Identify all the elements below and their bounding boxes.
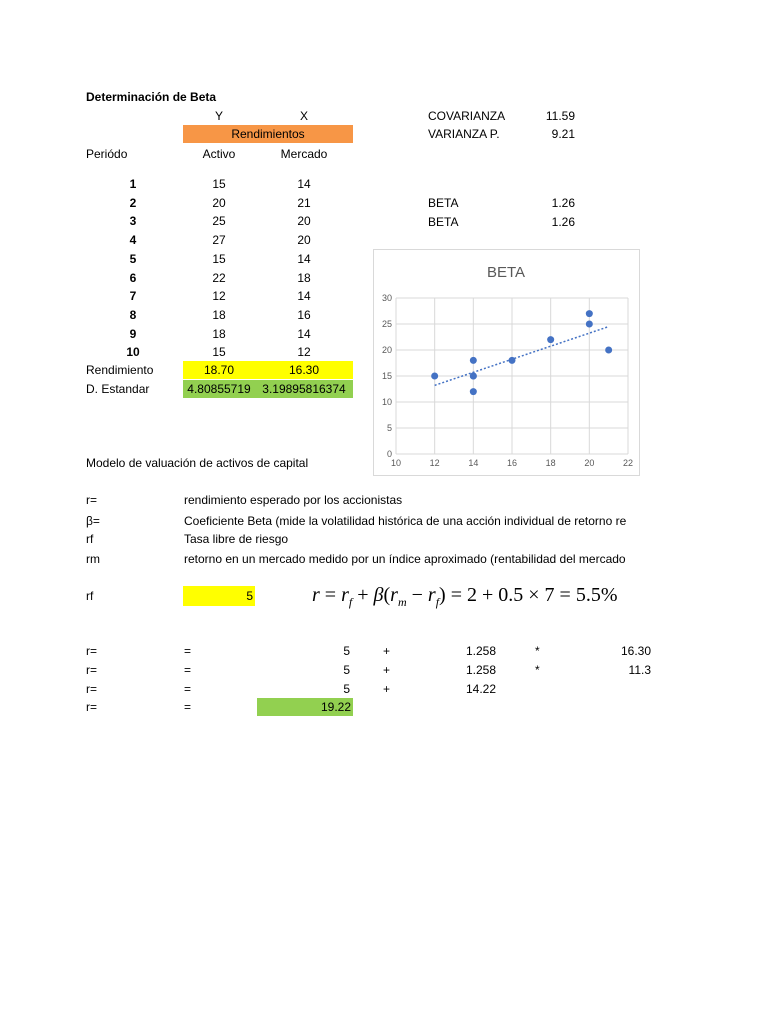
beta-scatter-plot	[374, 250, 639, 475]
mercado-header: Mercado	[280, 147, 328, 161]
calc-plus: +	[383, 663, 391, 677]
def-description: Tasa libre de riesgo	[184, 532, 289, 546]
beta-label-2: BETA	[428, 215, 459, 229]
capm-formula: $r = r_f + \beta(r_m - r_f) = 2 + 0.5 \times 7 = 5.5\%$	[312, 584, 618, 609]
beta-value-1: 1.26	[551, 196, 575, 210]
y-tick-label: 25	[381, 319, 392, 329]
x-tick-label: 10	[390, 458, 402, 468]
calc-plus: +	[383, 682, 391, 696]
period-cell: 7	[129, 289, 137, 303]
rendimiento-activo: 18.70	[183, 361, 255, 379]
data-point	[509, 357, 516, 364]
period-cell: 8	[129, 308, 137, 322]
period-cell: 9	[129, 327, 137, 341]
calc-times: *	[535, 663, 540, 677]
calc-beta	[466, 698, 526, 716]
calc-rm: 16.30	[620, 644, 651, 658]
activo-cell: 15	[212, 345, 226, 359]
x-tick-label: 14	[468, 458, 479, 468]
calc-rm	[595, 698, 651, 716]
rendimiento-label: Rendimiento	[86, 363, 154, 377]
y-tick-label: 15	[381, 371, 392, 381]
calc-beta: 1.258	[466, 644, 497, 658]
data-point	[547, 336, 554, 343]
period-cell: 10	[126, 345, 140, 359]
y-tick-label: 20	[381, 345, 392, 355]
calc-beta: 1.258	[466, 663, 497, 677]
period-cell: 3	[129, 214, 137, 228]
period-cell: 4	[129, 233, 137, 247]
calc-rf: 5	[343, 644, 350, 658]
calc-rm	[595, 680, 651, 698]
calc-r: r=	[86, 663, 98, 677]
def-symbol: β=	[86, 514, 100, 528]
data-point	[431, 373, 438, 380]
calc-equals: =	[184, 682, 192, 696]
activo-cell: 27	[212, 233, 226, 247]
calc-r: r=	[86, 644, 98, 658]
calc-equals: =	[184, 663, 192, 677]
x-tick-label: 18	[545, 458, 556, 468]
rf-label: rf	[86, 589, 94, 603]
period-cell: 5	[129, 252, 137, 266]
def-description: Coeficiente Beta (mide la volatilidad histórica de una acción individual de retorno re	[184, 514, 627, 528]
data-point	[605, 347, 612, 354]
mercado-cell: 14	[297, 252, 311, 266]
varianza-value: 9.21	[551, 127, 575, 141]
activo-cell: 25	[212, 214, 226, 228]
formula-tail: = 2 + 0.5 × 7 = 5.5%	[450, 584, 618, 606]
mercado-cell: 12	[297, 345, 311, 359]
beta-chart[interactable]	[373, 249, 640, 476]
x-header: X	[299, 109, 308, 123]
mercado-cell: 21	[297, 196, 311, 210]
calc-rm: 11.3	[628, 663, 651, 677]
x-tick-label: 16	[506, 458, 518, 468]
mercado-cell: 18	[297, 271, 311, 285]
calc-rf: 5	[343, 682, 350, 696]
data-point	[470, 357, 477, 364]
mercado-cell: 14	[297, 289, 311, 303]
activo-cell: 18	[212, 327, 226, 341]
y-tick-label: 30	[381, 293, 392, 303]
destandar-mercado: 3.19895816374	[255, 380, 353, 398]
mercado-cell: 14	[297, 177, 311, 191]
calc-beta: 14.22	[466, 682, 497, 696]
periodo-header: Periódo	[86, 147, 128, 161]
rf-value: 5	[183, 586, 255, 606]
destandar-activo: 4.80855719	[183, 380, 255, 398]
def-description: retorno en un mercado medido por un índice aproximado (rentabilidad del mercado	[184, 552, 626, 566]
rendimientos-header: Rendimientos	[183, 125, 353, 143]
activo-cell: 22	[212, 271, 226, 285]
y-tick-label: 5	[386, 423, 392, 433]
mercado-cell: 20	[297, 214, 311, 228]
calc-equals: =	[184, 700, 192, 714]
y-tick-label: 0	[386, 449, 392, 459]
data-point	[586, 321, 593, 328]
calc-times	[535, 680, 555, 698]
covarianza-value: 11.59	[545, 109, 575, 123]
def-symbol: rm	[86, 552, 100, 566]
beta-value-2: 1.26	[551, 215, 575, 229]
data-point	[470, 373, 477, 380]
activo-cell: 18	[212, 308, 226, 322]
activo-cell: 20	[212, 196, 226, 210]
activo-header: Activo	[202, 147, 236, 161]
data-point	[470, 388, 477, 395]
sheet-title: Determinación de Beta	[86, 90, 217, 104]
calc-equals: =	[184, 644, 192, 658]
mercado-cell: 14	[297, 327, 311, 341]
x-tick-label: 20	[584, 458, 595, 468]
period-cell: 2	[129, 196, 137, 210]
def-symbol: rf	[86, 532, 94, 546]
covarianza-label: COVARIANZA	[428, 109, 506, 123]
varianza-label: VARIANZA P.	[428, 127, 500, 141]
calc-rf: 5	[343, 663, 350, 677]
calc-times	[535, 698, 555, 716]
rendimiento-mercado: 16.30	[255, 361, 353, 379]
activo-cell: 15	[212, 177, 226, 191]
period-cell: 6	[129, 271, 137, 285]
calc-r: r=	[86, 682, 98, 696]
def-symbol: r=	[86, 493, 98, 507]
mercado-cell: 20	[297, 233, 311, 247]
activo-cell: 12	[212, 289, 226, 303]
calc-plus	[383, 698, 403, 716]
x-tick-label: 22	[622, 458, 634, 468]
trendline	[435, 327, 609, 386]
def-description: rendimiento esperado por los accionistas	[184, 493, 403, 507]
activo-cell: 15	[212, 252, 226, 266]
y-tick-label: 10	[381, 397, 392, 407]
y-header: Y	[214, 109, 223, 123]
chart-title: BETA	[486, 264, 526, 281]
data-point	[586, 310, 593, 317]
period-cell: 1	[129, 177, 137, 191]
mercado-cell: 16	[297, 308, 311, 322]
beta-label-1: BETA	[428, 196, 459, 210]
capm-title: Modelo de valuación de activos de capital	[86, 456, 309, 470]
calc-times: *	[535, 644, 540, 658]
destandar-label: D. Estandar	[86, 382, 150, 396]
calc-r: r=	[86, 700, 98, 714]
calc-plus: +	[383, 644, 391, 658]
calc-rf: 19.22	[257, 698, 353, 716]
x-tick-label: 12	[429, 458, 440, 468]
